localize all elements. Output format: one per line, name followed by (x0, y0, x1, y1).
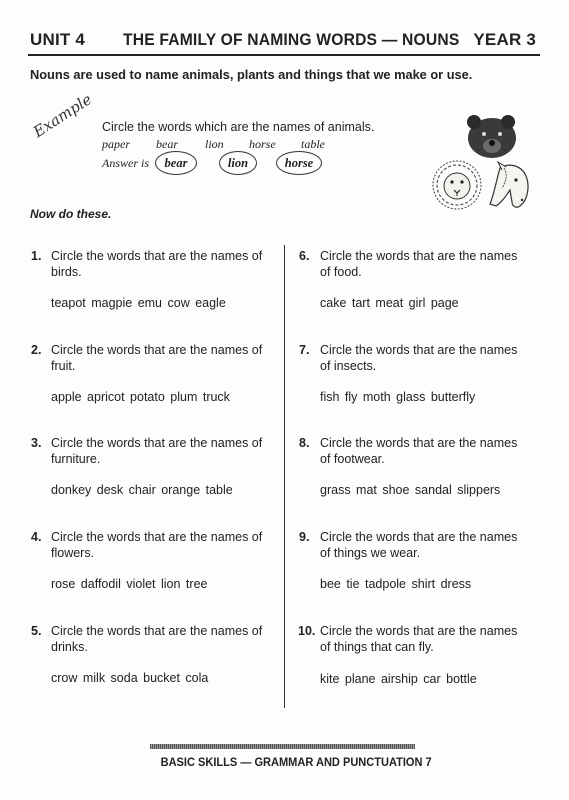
unit-label: UNIT 4 (30, 30, 86, 49)
question-number: 2. (31, 343, 42, 357)
example-word: table (301, 137, 325, 151)
example-word: horse (249, 137, 276, 151)
word-options[interactable]: rose daffodil violet lion tree (51, 577, 208, 591)
question-text: Circle the words that are the names of things we wear. (320, 530, 518, 560)
question-number: 10. (298, 624, 316, 638)
page-title: THE FAMILY OF NAMING WORDS — NOUNS (123, 30, 460, 49)
question-number: 4. (31, 530, 42, 544)
page-footer: BASIC SKILLS — GRAMMAR AND PUNCTUATION 7 (160, 755, 432, 769)
example-word: bear (156, 137, 178, 151)
word-options[interactable]: cake tart meat girl page (320, 296, 459, 310)
year-label: YEAR 3 (473, 30, 536, 49)
word-options[interactable]: teapot magpie emu cow eagle (51, 296, 226, 310)
word-options[interactable]: crow milk soda bucket cola (51, 671, 209, 685)
question-text: Circle the words that are the names of food. (320, 249, 518, 279)
example-answer-label: Answer is (102, 156, 150, 170)
question-number: 9. (299, 530, 310, 544)
question-number: 5. (31, 624, 42, 638)
example-instruction: Circle the words which are the names of animals. (102, 120, 375, 134)
question-text: Circle the words that are the names of flowers. (51, 530, 263, 560)
word-options[interactable]: bee tie tadpole shirt dress (320, 577, 472, 591)
footer-bar (150, 744, 415, 749)
question-number: 8. (299, 436, 310, 450)
bear-icon (467, 115, 516, 158)
question-number: 6. (299, 249, 310, 263)
question-number: 3. (31, 436, 42, 450)
question-text: Circle the words that are the names of things that can fly. (320, 624, 518, 654)
now-do-these: Now do these. (30, 207, 112, 221)
example-answer-circled: lion (219, 151, 257, 175)
question-text: Circle the words that are the names of footwear. (320, 436, 518, 466)
example-label: Example (30, 90, 96, 142)
column-divider (284, 245, 285, 708)
animals-illustration (432, 110, 537, 220)
word-options[interactable]: kite plane airship car bottle (320, 672, 477, 686)
question-number: 1. (31, 249, 42, 263)
example-answer-circled: bear (155, 151, 197, 175)
example-word: paper (102, 137, 130, 151)
word-options[interactable]: apple apricot potato plum truck (51, 390, 230, 404)
question-text: Circle the words that are the names of birds. (51, 249, 263, 279)
question-text: Circle the words that are the names of drinks. (51, 624, 263, 654)
question-number: 7. (299, 343, 310, 357)
word-options[interactable]: donkey desk chair orange table (51, 483, 233, 497)
question-text: Circle the words that are the names of furniture. (51, 436, 263, 466)
example-word: lion (205, 137, 224, 151)
question-text: Circle the words that are the names of insects. (320, 343, 518, 373)
example-answer-circled: horse (276, 151, 322, 175)
page-header (28, 28, 540, 56)
intro-text: Nouns are used to name animals, plants and things that we make or use. (30, 67, 473, 82)
word-options[interactable]: grass mat shoe sandal slippers (320, 483, 501, 497)
word-options[interactable]: fish fly moth glass butterfly (320, 390, 476, 404)
horse-icon (490, 162, 528, 207)
question-text: Circle the words that are the names of fruit. (51, 343, 263, 373)
lion-icon (433, 161, 481, 209)
